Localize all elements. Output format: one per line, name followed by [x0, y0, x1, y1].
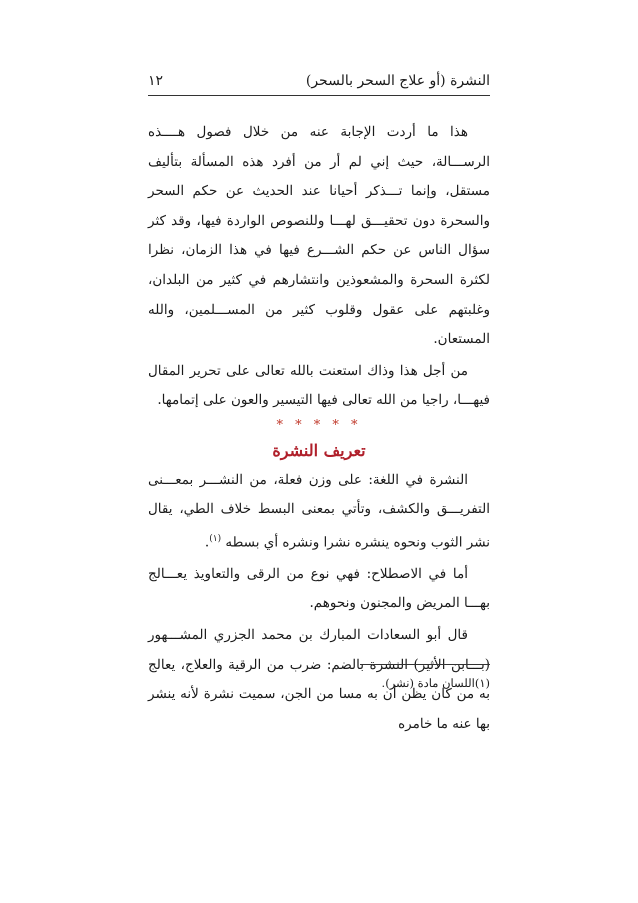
header-rule: [148, 95, 490, 96]
stars-separator: * * * * *: [276, 417, 362, 433]
paragraph-3-end: .: [204, 534, 210, 551]
page-body: [148, 118, 490, 739]
footnote: (١)اللسان مادة (نشر).: [381, 676, 490, 690]
paragraph-2: من أجل هذا وذاك استعنت بالله تعالى على تحرير المقال فيهـــا، راجيا من الله تعالى فيها التيسير والعون على إتمامها.: [148, 362, 490, 409]
footnote-ref[interactable]: (١): [209, 533, 222, 544]
page-number: ١٢: [148, 73, 164, 89]
running-title: النشرة (أو علاج السحر بالسحر): [305, 73, 490, 89]
paragraph-4: أما في الاصطلاح: فهي نوع من الرقى والتعاويذ يعـــالج بهـــا المريض والمجنون ونحوهم.: [148, 565, 490, 612]
footnote-rule: [360, 664, 490, 665]
paragraph-3: [148, 466, 490, 558]
paragraph-5: قال أبو السعادات المبارك بن محمد الجزري المشـــهور (بـــابن الأثير) النشرة بالضم: ضرب من الرقية والعلاج، يعالج به من كان يظن أن به مسا من الجن، سميت نشرة لأنه ينشر بها عنه ما خامره: [148, 627, 490, 732]
page-header: [148, 70, 490, 92]
paragraph-1: هذا ما أردت الإجابة عنه من خلال فصول هــــذه الرســـالة، حيث إني لم أر من أفرد هذه المسألة بتأليف مستقل، وإنما تـــذكر أحيانا عند الحديث عن حكم السحر والسحرة دون تحقيـــق لهـــا وللنصوص الواردة فيها، وقد كثر سؤال الناس عن حكم الشـــرع فيها في هذا الزمان، نظرا لكثرة السحرة والمشعوذين وانتشارهم في كثير من البلدان، وغلبتهم على عقول وقلوب كثير من المســـلمين، والله المستعان.: [148, 124, 490, 348]
section-title: تعريف النشرة: [272, 440, 366, 460]
paragraph-3-text: النشرة في اللغة: على وزن فعلة، من النشـــر بمعـــنى التفريـــق والكشف، وتأتي بمعنى البسط خلاف الطي، يقال نشر الثوب ونحوه ينشره نشرا ونشره أي بسطه: [148, 471, 490, 551]
